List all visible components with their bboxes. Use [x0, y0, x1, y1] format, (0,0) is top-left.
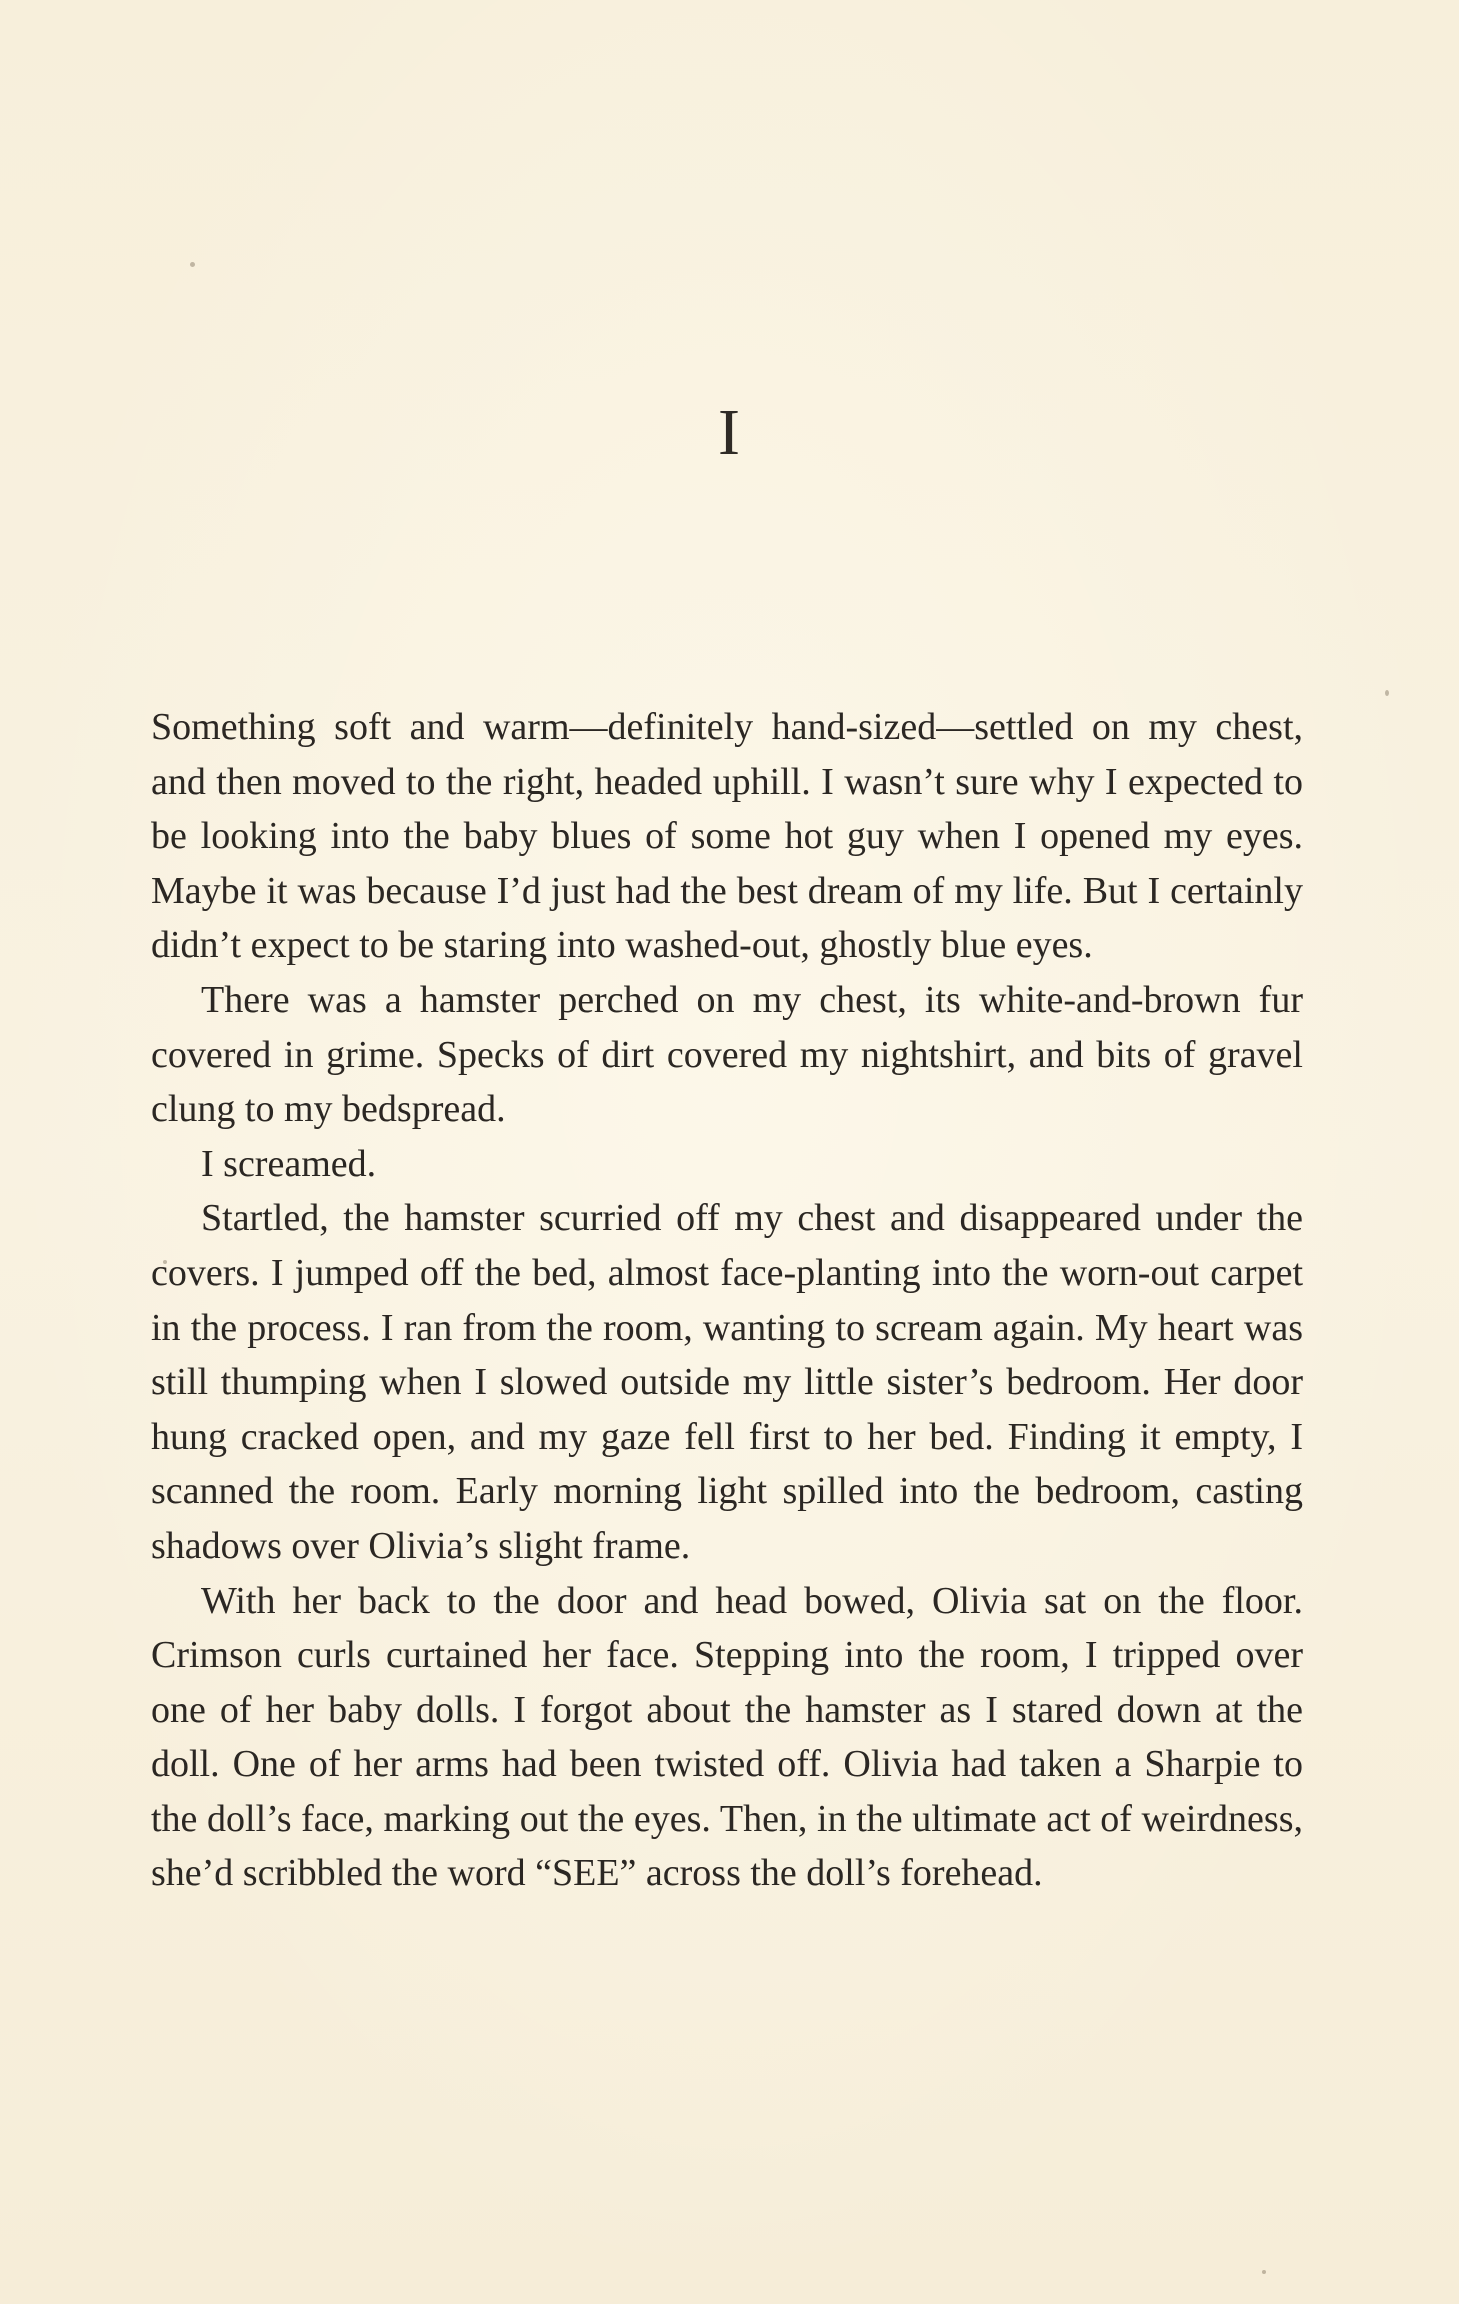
paragraph: Startled, the hamster scurried off my chest and disappeared under the covers. I jumped off the bed, almost face-planting into the worn-out carpet in the process. I ran from the room, wanting to scream again. My heart was still thumping when I slowed outside my little sister’s bedroom. Her door hung cracked open, and my gaze fell first to her bed. Finding it empty, I scanned the room. Early morning light spilled into the bedroom, casting shadows over Olivia’s slight frame.	[151, 1197, 1303, 1567]
paragraph: I screamed.	[201, 1142, 377, 1185]
paper-speck	[1385, 690, 1389, 696]
chapter-body	[151, 700, 1303, 1901]
paragraph: With her back to the door and head bowed, Olivia sat on the floor. Crimson curls curtained her face. Stepping into the room, I tripped over one of her baby dolls. I forgot about the hamster as I stared down at the doll. One of her arms had been twisted off. Olivia had taken a Sharpie to the doll’s face, marking out the eyes. Then, in the ultimate act of weirdness, she’d scribbled the word “SEE” across the doll’s forehead.	[151, 1579, 1303, 1895]
paragraph: There was a hamster perched on my chest, its white-and-brown fur covered in grime. Specks of dirt covered my nightshirt, and bits of gravel clung to my bedspread.	[151, 978, 1303, 1131]
paragraph: Something soft and warm—definitely hand-sized—settled on my chest, and then moved to the right, headed uphill. I wasn’t sure why I expected to be looking into the baby blues of some hot guy when I opened my eyes. Maybe it was because I’d just had the best dream of my life. But I certainly didn’t expect to be staring into washed-out, ghostly blue eyes.	[151, 706, 1303, 967]
chapter-number: I	[718, 396, 741, 469]
paper-speck	[190, 262, 195, 267]
paper-speck	[1262, 2270, 1266, 2274]
